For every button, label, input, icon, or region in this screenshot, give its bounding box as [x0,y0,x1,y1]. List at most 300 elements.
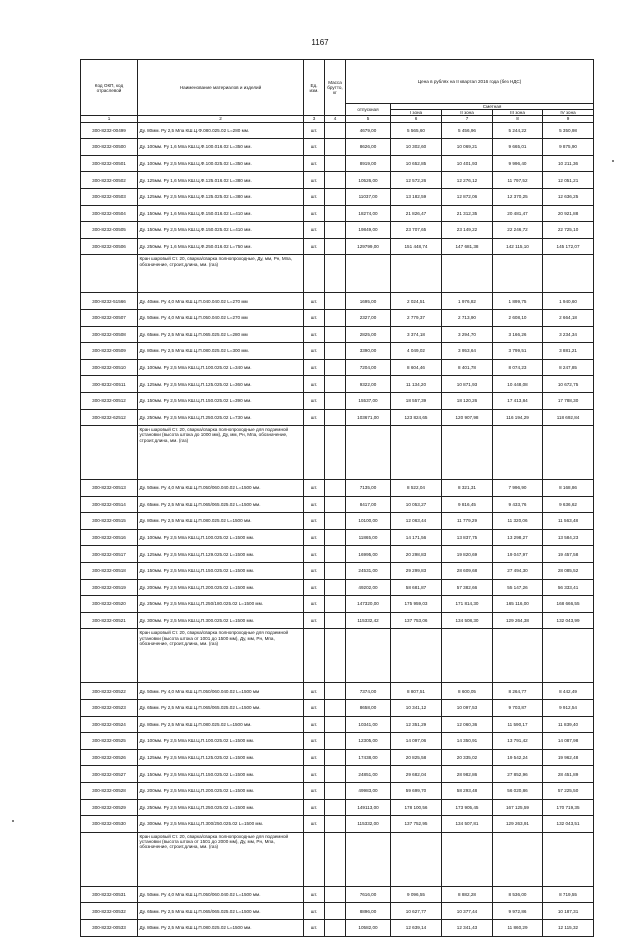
zone-3-price: 8 536,00 [493,886,543,903]
mass-cell [325,816,346,833]
item-code: 300-8232-00499 [81,122,138,139]
section-title: Кран шаровый Ст. 20, сварка/сварка полнопроходные, Ду, мм, Рн, Мпа, обозначение, строит.длина, мм. (газ) [138,255,304,293]
zone-2-price: 8 600,05 [442,683,493,700]
release-price: 115332,00 [346,816,391,833]
zone-1-price: 9 096,55 [391,886,442,903]
table-row [81,816,594,833]
zone-3-price: 5 244,22 [493,122,543,139]
item-name: Ду. 250мм. Ру 1,6 Мпа КШ.Ц.Ф.250.016.02 L=750 мм. [138,238,304,255]
table-header [81,60,594,123]
unit-cell: шт. [304,359,325,376]
zone-2-price: 134 507,81 [442,816,493,833]
item-name: Ду. 80мм. Ру 2,5 Мпа КШ.Ц.П.080.025.02 L=1500 мм. [138,513,304,530]
release-price: 24531,00 [346,563,391,580]
mass-cell [325,513,346,530]
zone-4-price: 22 725,10 [543,222,594,239]
release-price: 3390,00 [346,343,391,360]
unit-cell: шт. [304,376,325,393]
zone-1-price: 10 652,85 [391,155,442,172]
zone-1-price: 8 522,04 [391,480,442,497]
zone-1-price: 13 182,59 [391,188,442,205]
zone-1-price: 10 302,60 [391,139,442,156]
release-price: 10100,00 [346,513,391,530]
mass-cell [325,222,346,239]
table-row [81,700,594,717]
zone-2-price [442,832,493,886]
item-name: Ду. 65мм. Ру 2,5 Мпа КШ.Ц.П.065.025.02 L=280 мм [138,326,304,343]
release-price: 2327,00 [346,309,391,326]
table-row [81,596,594,613]
zone-3-price: 19 047,97 [493,546,543,563]
zone-1-price: 123 824,65 [391,409,442,426]
zone-4-price [543,426,594,480]
table-row [81,238,594,255]
unit-cell: шт. [304,766,325,783]
item-code: 300-8232-00519 [81,579,138,596]
zone-3-price: 10 448,08 [493,376,543,393]
zone-1-price: 137 752,95 [391,816,442,833]
zone-1-price: 11 134,20 [391,376,442,393]
item-name: Ду. 250мм. Ру 2,5 Мпа КШ.Ц.П.250.025.02 L=730 мм. [138,409,304,426]
zone-2-price: 12 276,12 [442,172,493,189]
item-name: Ду. 125мм. Ру 2,5 Мпа КШ.Ц.П.125.025.02 L=360 мм. [138,376,304,393]
release-price: 1695,00 [346,293,391,310]
unit-cell: шт. [304,816,325,833]
item-name: Ду. 100мм. Ру 2,5 Мпа КШ.Ц.Ф.100.025.02 L=350 мм. [138,155,304,172]
item-code [81,255,138,293]
item-code: 300-8232-00500 [81,139,138,156]
zone-4-price: 8 247,85 [543,359,594,376]
item-name: Ду. 65мм. Ру 2,5 Мпа КШ.Ц.П.065/065.025.02 L=1500 мм. [138,700,304,717]
item-code: 300-8232-00531 [81,886,138,903]
zone-3-price: 13 791,42 [493,733,543,750]
zone-1-price: 29 682,04 [391,766,442,783]
col-number: 4 [325,116,346,122]
item-name: Ду. 65мм. Ру 2,5 Мпа КШ.Ц.П.065/065.025.02 L=1500 мм. [138,903,304,920]
zone-4-price: 56 333,41 [543,579,594,596]
zone-4-price: 19 962,48 [543,749,594,766]
unit-cell: шт. [304,683,325,700]
zone-4-price: 11 563,48 [543,513,594,530]
header-price-group: Цена в рублях на II квартал 2016 года (без НДС) [346,60,594,104]
item-name: Ду. 150мм. Ру 2,5 Мпа КШ.Ц.П.150.025.02 L=1500 мм. [138,563,304,580]
unit-cell: шт. [304,326,325,343]
unit-cell: шт. [304,343,325,360]
zone-3-price: 142 115,10 [493,238,543,255]
item-name: Ду. 65мм. Ру 2,5 Мпа КШ.Ц.П.065/065.025.02 L=1500 мм. [138,496,304,513]
zone-4-price: 28 085,52 [543,563,594,580]
item-code: 300-8232-00528 [81,783,138,800]
release-price: 12305,00 [346,733,391,750]
item-name: Ду. 125мм. Ру 2,5 Мпа КШ.Ц.П.129.025.02 L=1500 мм. [138,546,304,563]
release-price: 8417,00 [346,496,391,513]
item-name: Ду. 150мм. Ру 2,5 Мпа КШ.Ц.П.150.025.02 L=390 мм. [138,392,304,409]
col-number: 3 [304,116,325,122]
zone-1-price: 2 779,37 [391,309,442,326]
item-name: Ду. 150мм. Ру 2,5 Мпа КШ.Ц.Ф.150.025.02 L=410 мм. [138,222,304,239]
item-code: 300-8232-00523 [81,700,138,717]
release-price: 4679,00 [346,122,391,139]
release-price: 24851,00 [346,766,391,783]
item-code: 300-8232-51566 [81,293,138,310]
zone-3-price: 8 264,77 [493,683,543,700]
zone-3-price: 129 263,91 [493,816,543,833]
zone-4-price: 13 584,23 [543,529,594,546]
col-number: 2 [138,116,304,122]
table-row [81,326,594,343]
zone-2-price: 20 335,02 [442,749,493,766]
zone-3-price: 11 860,29 [493,919,543,936]
zone-2-price: 12 060,36 [442,716,493,733]
header-zone-4: IV зона [543,110,594,116]
mass-cell [325,629,346,683]
price-table [80,59,594,937]
item-name: Ду. 150мм. Ру 1,6 Мпа КШ.Ц.Ф.150.016.02 L=410 мм. [138,205,304,222]
unit-cell: шт. [304,919,325,936]
zone-3-price [493,832,543,886]
section-row [81,426,594,480]
zone-1-price: 58 681,87 [391,579,442,596]
item-code: 300-8232-00532 [81,903,138,920]
item-code: 300-8232-00501 [81,155,138,172]
mass-cell [325,886,346,903]
release-price: 11037,00 [346,188,391,205]
item-name: Ду. 300мм. Ру 2,5 Мпа КШ.Ц.П.300/250.025.02 L=1500 мм. [138,816,304,833]
release-price: 49983,00 [346,783,391,800]
table-body [81,122,594,936]
zone-2-price: 3 294,70 [442,326,493,343]
zone-2-price: 10 401,93 [442,155,493,172]
zone-4-price: 3 881,21 [543,343,594,360]
table-row [81,903,594,920]
item-code: 300-8232-00503 [81,188,138,205]
unit-cell: шт. [304,480,325,497]
mass-cell [325,409,346,426]
zone-2-price: 8 321,31 [442,480,493,497]
zone-2-price: 8 401,78 [442,359,493,376]
mass-cell [325,139,346,156]
mass-cell [325,919,346,936]
mass-cell [325,376,346,393]
mass-cell [325,343,346,360]
item-code: 300-8232-00513 [81,480,138,497]
item-name: Ду. 125мм. Ру 2,5 Мпа КШ.Ц.Ф.125.025.02 L=380 мм. [138,188,304,205]
mass-cell [325,700,346,717]
zone-1-price: 2 024,51 [391,293,442,310]
zone-3-price: 129 264,38 [493,612,543,629]
zone-3-price [493,629,543,683]
mass-cell [325,832,346,886]
zone-2-price: 3 953,64 [442,343,493,360]
table-row [81,155,594,172]
zone-3-price: 9 433,76 [493,496,543,513]
zone-4-price: 57 225,50 [543,783,594,800]
zone-1-price: 137 753,06 [391,612,442,629]
zone-2-price: 11 779,29 [442,513,493,530]
table-row [81,919,594,936]
item-name: Ду. 50мм. Ру 4,0 Мпа КШ.Ц.П.050.040.02 L=270 мм [138,309,304,326]
header-unit: Ед. изм. [304,60,325,116]
unit-cell: шт. [304,749,325,766]
zone-3-price [493,255,543,293]
item-name: Ду. 100мм. Ру 1,6 Мпа КШ.Ц.Ф.100.016.02 L=350 мм. [138,139,304,156]
mass-cell [325,426,346,480]
release-price: 7135,00 [346,480,391,497]
unit-cell: шт. [304,596,325,613]
mass-cell [325,903,346,920]
zone-1-price: 18 557,39 [391,392,442,409]
zone-4-price: 145 172,07 [543,238,594,255]
zone-4-price: 12 636,25 [543,188,594,205]
zone-1-price [391,255,442,293]
zone-3-price: 55 147,26 [493,579,543,596]
table-row [81,766,594,783]
zone-2-price: 10 069,21 [442,139,493,156]
zone-4-price: 12 051,21 [543,172,594,189]
zone-2-price: 23 149,22 [442,222,493,239]
release-price [346,832,391,886]
unit-cell: шт. [304,409,325,426]
zone-1-price [391,426,442,480]
zone-4-price: 10 211,36 [543,155,594,172]
zone-3-price: 9 996,40 [493,155,543,172]
table-row [81,733,594,750]
unit-cell: шт. [304,496,325,513]
unit-cell: шт. [304,546,325,563]
page-number: 1167 [311,38,329,47]
unit-cell [304,426,325,480]
item-code: 300-8232-00522 [81,683,138,700]
zone-4-price: 8 168,86 [543,480,594,497]
item-code: 300-8232-00514 [81,496,138,513]
zone-3-price: 1 899,75 [493,293,543,310]
zone-2-price: 147 681,38 [442,238,493,255]
zone-3-price: 3 166,26 [493,326,543,343]
item-code: 300-8232-00521 [81,612,138,629]
zone-1-price: 151 448,74 [391,238,442,255]
mass-cell [325,359,346,376]
zone-3-price: 17 413,84 [493,392,543,409]
unit-cell: шт. [304,155,325,172]
item-code: 300-8232-00508 [81,326,138,343]
zone-1-price: 14 171,56 [391,529,442,546]
table-row [81,139,594,156]
zone-1-price [391,629,442,683]
item-code [81,629,138,683]
zone-2-price: 10 097,53 [442,700,493,717]
zone-3-price: 116 194,29 [493,409,543,426]
table-row [81,683,594,700]
unit-cell: шт. [304,188,325,205]
zone-2-price: 19 820,69 [442,546,493,563]
item-code: 300-8232-00529 [81,799,138,816]
zone-2-price: 10 377,44 [442,903,493,920]
item-code: 300-8232-00530 [81,816,138,833]
col-number: 7 [442,116,493,122]
zone-3-price: 167 125,59 [493,799,543,816]
release-price: 19849,00 [346,222,391,239]
item-name: Ду. 80мм. Ру 2,5 Мпа КШ.Ц.П.080.025.02 L=1500 мм. [138,716,304,733]
item-name: Ду. 50мм. Ру 4,0 Мпа КШ.Ц.П.050/060.040.02 L=1500 мм [138,683,304,700]
mass-cell [325,392,346,409]
release-price: 15537,00 [346,392,391,409]
col-number: 1 [81,116,138,122]
table-row [81,783,594,800]
zone-3-price: 27 852,96 [493,766,543,783]
table-row [81,529,594,546]
item-code: 300-8232-00515 [81,513,138,530]
zone-1-price: 10 053,27 [391,496,442,513]
table-row [81,886,594,903]
item-code: 300-8232-00512 [81,392,138,409]
zone-2-price: 171 814,30 [442,596,493,613]
item-name: Ду. 80мм. Ру 2,5 Мпа КШ.Ц.П.080.025.02 L=1500 мм. [138,919,304,936]
release-price [346,426,391,480]
zone-2-price: 12 341,43 [442,919,493,936]
table-row [81,343,594,360]
unit-cell: шт. [304,122,325,139]
unit-cell: шт. [304,392,325,409]
table-row [81,749,594,766]
zone-4-price: 14 087,98 [543,733,594,750]
table-row [81,563,594,580]
zone-3-price: 13 298,27 [493,529,543,546]
mass-cell [325,238,346,255]
zone-2-price: 13 837,75 [442,529,493,546]
item-code: 300-8232-00511 [81,376,138,393]
zone-3-price: 9 972,86 [493,903,543,920]
mass-cell [325,783,346,800]
release-price: 49202,00 [346,579,391,596]
header-estimate: Сметная [391,104,594,110]
unit-cell: шт. [304,205,325,222]
zone-1-price: 8 807,51 [391,683,442,700]
zone-4-price [543,832,594,886]
mass-cell [325,172,346,189]
col-number: 5 [346,116,391,122]
header-name: Наименование материалов и изделий [138,60,304,116]
zone-2-price: 173 905,45 [442,799,493,816]
col-number: 6 [391,116,442,122]
unit-cell: шт. [304,222,325,239]
zone-3-price: 11 590,17 [493,716,543,733]
mass-cell [325,122,346,139]
item-code: 300-8232-00502 [81,172,138,189]
zone-3-price: 22 246,72 [493,222,543,239]
zone-4-price: 10 187,31 [543,903,594,920]
item-code: 300-8232-00505 [81,222,138,239]
zone-1-price [391,832,442,886]
zone-3-price: 27 494,30 [493,563,543,580]
unit-cell: шт. [304,799,325,816]
item-code: 300-8232-62512 [81,409,138,426]
zone-1-price: 12 639,14 [391,919,442,936]
item-code: 300-8232-00525 [81,733,138,750]
zone-2-price: 28 609,68 [442,563,493,580]
release-price: 8896,00 [346,903,391,920]
unit-cell: шт. [304,733,325,750]
zone-3-price: 165 116,00 [493,596,543,613]
zone-4-price: 12 115,32 [543,919,594,936]
item-name: Ду. 150мм. Ру 2,5 Мпа КШ.Ц.П.150.025.02 L=1500 мм. [138,766,304,783]
table-row [81,293,594,310]
col-number: 9 [543,116,594,122]
release-price: 7374,00 [346,683,391,700]
item-code: 300-8232-00527 [81,766,138,783]
item-name: Ду. 80мм. Ру 2,5 Мпа КШ.Ц.П.080.025.02 L=300 мм. [138,343,304,360]
release-price: 115332,42 [346,612,391,629]
item-code: 300-8232-00526 [81,749,138,766]
zone-4-price: 11 839,40 [543,716,594,733]
table-row [81,309,594,326]
zone-2-price: 9 816,45 [442,496,493,513]
mass-cell [325,546,346,563]
release-price: 129799,00 [346,238,391,255]
mass-cell [325,563,346,580]
table-row [81,513,594,530]
zone-1-price: 3 374,18 [391,326,442,343]
zone-4-price: 19 457,58 [543,546,594,563]
item-code: 300-8232-00507 [81,309,138,326]
item-code: 300-8232-00506 [81,238,138,255]
zone-4-price: 9 912,54 [543,700,594,717]
table-row [81,122,594,139]
release-price: 10582,00 [346,919,391,936]
item-code: 300-8232-00509 [81,343,138,360]
zone-4-price: 3 234,34 [543,326,594,343]
item-name: Ду. 80мм. Ру 2,5 Мпа КШ.Ц.Ф.080.025.02 L=280 мм. [138,122,304,139]
scan-speck [612,160,614,162]
scan-speck [12,820,14,822]
mass-cell [325,205,346,222]
zone-2-price: 10 871,93 [442,376,493,393]
item-name: Ду. 300мм. Ру 2,5 Мпа КШ.Ц.П.300.025.02 L=1500 мм. [138,612,304,629]
zone-4-price: 17 788,30 [543,392,594,409]
mass-cell [325,612,346,629]
unit-cell [304,629,325,683]
zone-3-price [493,426,543,480]
zone-1-price: 20 298,83 [391,546,442,563]
zone-3-price: 20 481,47 [493,205,543,222]
zone-2-price: 14 350,91 [442,733,493,750]
table-row [81,205,594,222]
table-row [81,579,594,596]
table-row [81,799,594,816]
zone-3-price: 2 608,10 [493,309,543,326]
release-price: 9322,00 [346,376,391,393]
item-name: Ду. 40мм. Ру 4,0 Мпа КШ.Ц.П.040.040.02 L=270 мм [138,293,304,310]
zone-1-price: 20 825,58 [391,749,442,766]
zone-1-price: 10 341,12 [391,700,442,717]
table-row [81,546,594,563]
unit-cell: шт. [304,700,325,717]
zone-1-price: 21 826,47 [391,205,442,222]
unit-cell: шт. [304,309,325,326]
zone-4-price [543,255,594,293]
item-code: 300-8232-00518 [81,563,138,580]
table-row [81,392,594,409]
unit-cell: шт. [304,783,325,800]
zone-2-price: 5 456,96 [442,122,493,139]
zone-4-price: 8 719,55 [543,886,594,903]
section-title: Кран шаровый Ст. 20, сварка/сварка полнопроходные для подземной установки (высота штока до 1000 мм), Ду, мм, Рн, Мпа, обозначение, строит.длина, мм. (газ) [138,426,304,480]
unit-cell: шт. [304,886,325,903]
zone-4-price: 170 719,35 [543,799,594,816]
section-row [81,255,594,293]
unit-cell [304,255,325,293]
zone-3-price: 7 996,90 [493,480,543,497]
release-price: 8919,00 [346,155,391,172]
